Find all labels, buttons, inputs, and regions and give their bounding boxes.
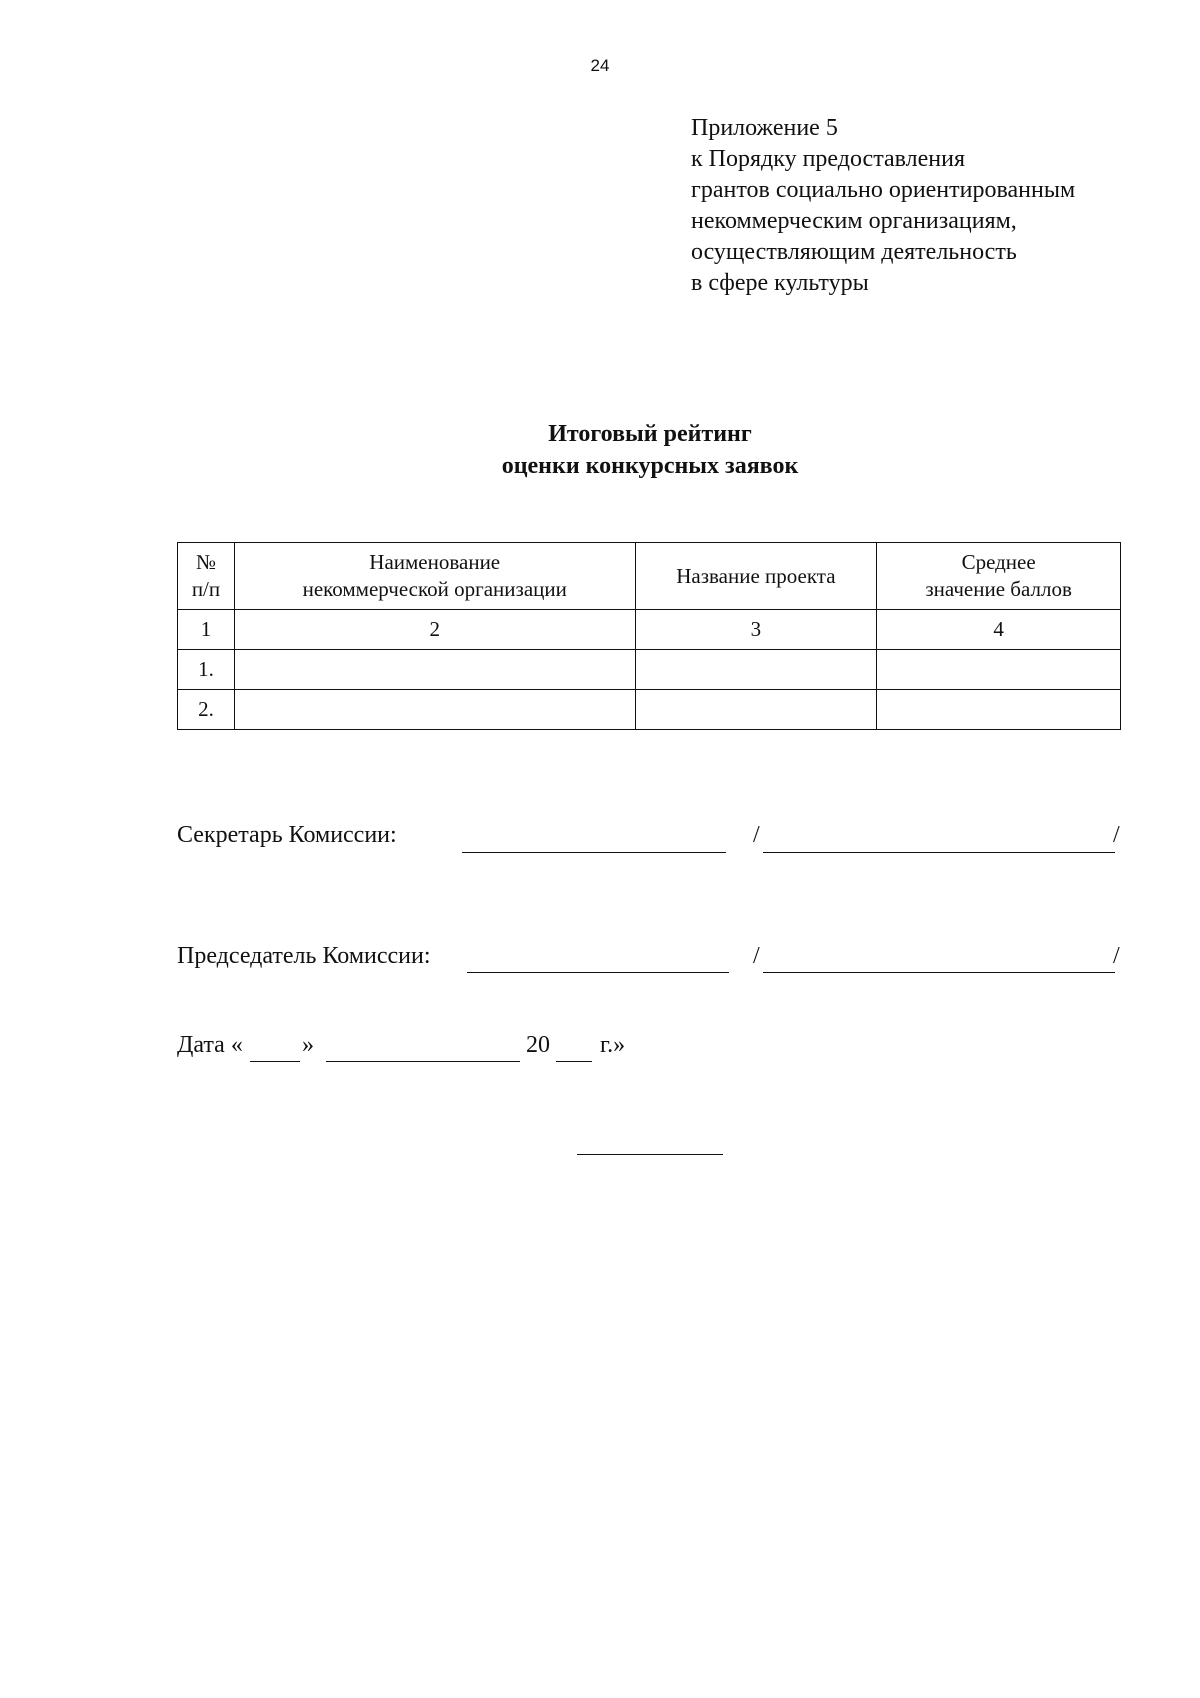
header-cell-average-score: Среднее значение баллов	[877, 543, 1121, 610]
date-close-quote: »	[302, 1032, 314, 1058]
column-number: 4	[877, 610, 1121, 650]
organization-cell	[234, 650, 635, 690]
chairman-label: Председатель Комиссии:	[177, 943, 431, 969]
row-number: 2.	[178, 690, 235, 730]
date-label: Дата «	[177, 1032, 243, 1058]
appendix-line: осуществляющим деятельность	[691, 239, 1017, 265]
appendix-line: к Порядку предоставления	[691, 146, 966, 172]
title-line-2: оценки конкурсных заявок	[501, 453, 799, 479]
chairman-signature-line	[467, 972, 729, 973]
secretary-label: Секретарь Комиссии:	[177, 822, 397, 848]
header-cell-number: № п/п	[178, 543, 235, 610]
appendix-line: грантов социально ориентированным	[691, 177, 1076, 203]
rating-table	[177, 542, 1121, 730]
secretary-signature-line	[462, 852, 726, 853]
appendix-line: Приложение 5	[691, 115, 838, 141]
date-year-suffix: г.»	[600, 1032, 626, 1058]
column-number-row	[178, 610, 1121, 650]
appendix-line: в сфере культуры	[691, 270, 869, 296]
column-number: 3	[635, 610, 877, 650]
title-line-1: Итоговый рейтинг	[548, 421, 752, 447]
column-number: 2	[234, 610, 635, 650]
table-row	[178, 650, 1121, 690]
date-year-blank	[556, 1061, 592, 1062]
document-title	[0, 418, 1200, 482]
column-number: 1	[178, 610, 235, 650]
table-header-row	[178, 543, 1121, 610]
score-cell	[877, 690, 1121, 730]
table-row	[178, 690, 1121, 730]
appendix-line: некоммерческим организациям,	[691, 208, 1017, 234]
secretary-name-line	[763, 852, 1115, 853]
header-cell-project: Название проекта	[635, 543, 877, 610]
slash-left: /	[753, 822, 760, 848]
end-rule	[577, 1154, 723, 1155]
page-number: 24	[590, 56, 610, 75]
slash-right: /	[1113, 822, 1120, 848]
appendix-header	[691, 113, 1075, 299]
project-cell	[635, 650, 877, 690]
date-day-blank	[250, 1061, 300, 1062]
slash-left: /	[753, 943, 760, 969]
date-month-blank	[326, 1061, 520, 1062]
organization-cell	[234, 690, 635, 730]
chairman-name-line	[763, 972, 1115, 973]
score-cell	[877, 650, 1121, 690]
project-cell	[635, 690, 877, 730]
header-cell-organization: Наименование некоммерческой организации	[234, 543, 635, 610]
date-year-prefix: 20	[526, 1032, 550, 1058]
row-number: 1.	[178, 650, 235, 690]
slash-right: /	[1113, 943, 1120, 969]
